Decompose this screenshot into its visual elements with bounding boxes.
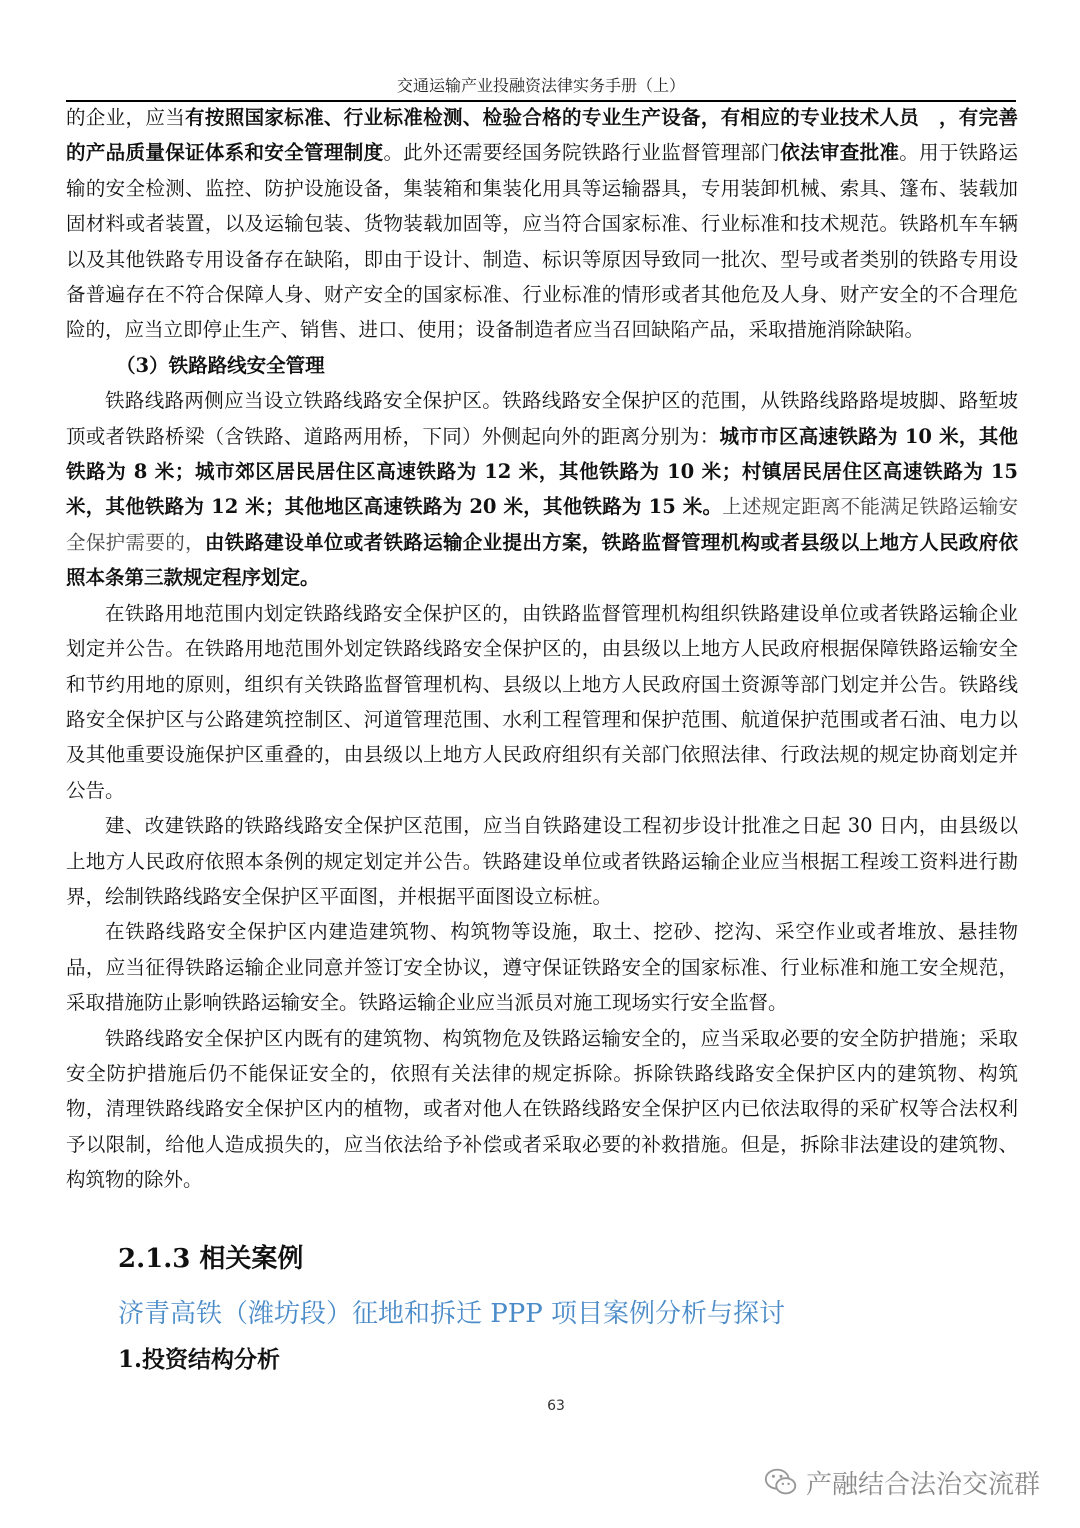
p1-bold-d: 依法审查批准 [780,141,900,165]
paragraph-4: 建、改建铁路的铁路线路安全保护区范围，应当自铁路建设工程初步设计批准之日起 30 日内，由县级以上地方人民政府依照本条例的规定划定并公告。铁路建设单位或者铁路运输企业应当根据工程竣工资料进行勘界，绘制铁路线路安全保护区平面图，并根据平面图设立标桩。 [66,814,1018,908]
p2-bold-d: 由铁路建设单位或者铁路运输企业提出方案，铁路监督管理机构或者县级以上地方人民政府依照本条第三款规定程序划定。 [66,530,1018,590]
p1-text-a: 的企业，应当 [66,106,186,129]
paragraph-6: 铁路线路安全保护区内既有的建筑物、构筑物危及铁路运输安全的，应当采取必要的安全防护措施；采取安全防护措施后仍不能保证安全的，依照有关法律的规定拆除。拆除铁路线路安全保护区内的建筑物、构筑物，清理铁路线路安全保护区内的植物，或者对他人在铁路线路安全保护区内已依法取得的采矿权等合法权利予以限制，给他人造成损失的，应当依法给予补偿或者采取必要的补救措施。但是，拆除非法建设的建筑物、构筑物的除外。 [66,1026,1018,1192]
paragraph-3: 在铁路用地范围内划定铁路线路安全保护区的，由铁路监督管理机构组织铁路建设单位或者铁路运输企业划定并公告。在铁路用地范围外划定铁路线路安全保护区的，由县级以上地方人民政府根据保障铁路运输安全和节约用地的原则，组织有关铁路监督管理机构、县级以上地方人民政府国土资源等部门划定并公告。铁路线路安全保护区与公路建筑控制区、河道管理范围、水利工程管理和保护范围、航道保护范围或者石油、电力以及其他重要设施保护区重叠的，由县级以上地方人民政府组织有关部门依照法律、行政法规的规定协商划定并公告。 [66,601,1018,802]
p1-bold-b: 有按照国家标准、行业标准检测、检验合格的专业生产设备，有相应的专业技术人员 ，有完善的产品质量保证体系和安全管理制度 [66,106,1018,165]
paragraph-5: 在铁路线路安全保护区内建造建筑物、构筑物等设施，取土、挖砂、挖沟、采空作业或者堆放、悬挂物品，应当征得铁路运输企业同意并签订安全协议，遵守保证铁路安全的国家标准、行业标准和施工安全规范，采取措施防止影响铁路运输安全。铁路运输企业应当派员对施工现场实行安全监督。 [66,920,1018,1015]
p2-text-a: 铁路线路两侧应当设立铁路线路安全保护区。铁路线路安全保护区的范围，从铁路线路路堤坡脚、路堑坡顶或者铁路桥梁（含铁路、道路两用桥，下同）外侧起向外的距离分别为： [66,389,1018,448]
investment-structure-heading: 1.投资结构分析 [118,1346,281,1373]
p2-bold-b: 城市市区高速铁路为 10 米，其他铁路为 8 米；城市郊区居民居住区高速铁路为 12 米，其他铁路为 10 米；村镇居民居住区高速铁路为 15 米，其他铁路为 12 米；其他地区高速铁路为 20 米，其他铁路为 15 米。 [66,424,1018,519]
wechat-icon [762,1463,800,1501]
p1-text-e: 。用于铁路运输的安全检测、监控、防护设施设备，集装箱和集装化用具等运输器具，专用装卸机械、索具、篷布、装载加固材料或者装置，以及运输包装、货物装载加固等，应当符合国家标准、行业标准和技术规范。铁路机车车辆以及其他铁路专用设备存在缺陷，即由于设计、制造、标识等原因导致同一批次、型号或者类别的铁路专用设备普遍存在不符合保障人身、财产安全的国家标准、行业标准的情形或者其他危及人身、财产安全的不合理危险的，应当立即停止生产、销售、进口、使用；设备制造者应当召回缺陷产品，采取措施消除缺陷。 [66,141,1018,342]
p1-text-c: 。此外还需要经国务院铁路行业监督管理部门 [383,141,781,165]
case-title: 济青高铁（潍坊段）征地和拆迁 PPP 项目案例分析与探讨 [118,1299,786,1329]
section-3-title: （3）铁路路线安全管理 [116,353,325,377]
section-2-1-3-heading: 2.1.3 相关案例 [118,1244,304,1274]
page-header [66,74,1016,102]
p2-text-c: 上述规定距离不能满足铁路运输安全保护需要的， [66,495,1018,554]
watermark [762,1462,1040,1502]
header-title: 交通运输产业投融资法律实务手册（上） [396,76,685,95]
body-text [66,100,1018,1198]
paragraph-2 [66,383,1018,595]
paragraph-1 [66,100,1018,348]
page-number: 63 [547,1398,565,1414]
watermark-text: 产融结合法治交流群 [806,1469,1041,1500]
